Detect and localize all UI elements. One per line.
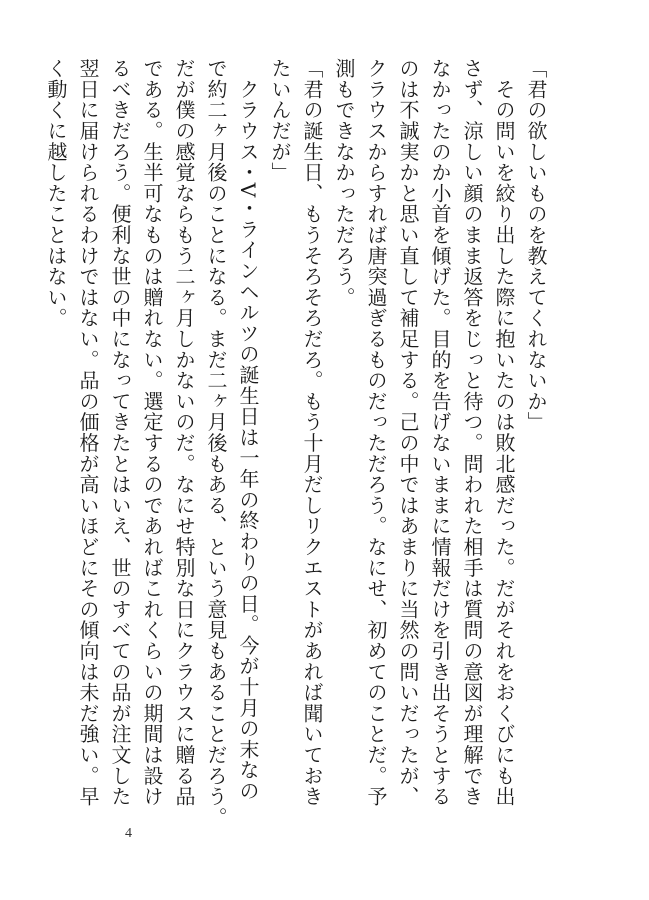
text-line: なかったのか小首を傾げた。目的を告げないままに情報だけを引き出そうとする [428, 58, 452, 807]
text-line: 翌日に届けられるわけではない。品の価格が高いほどにその傾向は未だ強い。早 [76, 58, 100, 807]
text-line: クラウスからすれば唐突過ぎるものだっただろう。なにせ、初めてのことだ。予 [364, 58, 388, 807]
text-line: るべきだろう。便利な世の中になってきたとはいえ、世のすべての品が注文した [108, 58, 132, 807]
text-line: その問いを絞り出した際に抱いたのは敗北感だった。だがそれをおくびにも出 [492, 58, 516, 807]
text-line: 「君の欲しいものを教えてくれないか」 [524, 58, 548, 433]
text-line: のは不誠実かと思い直して補足する。己の中ではあまりに当然の問いだったが、 [396, 58, 420, 807]
text-line: だが僕の感覚ならもう二ヶ月しかないのだ。なにせ特別な日にクラウスに贈る品 [172, 58, 196, 807]
page-number: 4 [125, 826, 132, 841]
text-line: 測もできなかっただろう。 [332, 58, 356, 308]
text-line: たいんだが」 [268, 58, 292, 183]
vertical-text-block [40, 58, 552, 848]
text-line: く動くに越したことはない。 [44, 58, 68, 329]
text-line: で約二ヶ月後のことになる。まだ二ヶ月後もある、という意見もあることだろう。 [204, 58, 228, 828]
text-line: さず、涼しい顔のまま返答をじっと待つ。問われた相手は質問の意図が理解でき [460, 58, 484, 807]
text-line: 「君の誕生日、もうそろそろだろ。もう十月だしリクエストがあれば聞いておき [300, 58, 324, 807]
text-line: である。生半可なものは贈れない。選定するのであればこれくらいの期間は設け [140, 58, 164, 807]
text-line: クラウス・V・ラインヘルツの誕生日は一年の終わりの日。今が十月の末なの [236, 58, 260, 802]
